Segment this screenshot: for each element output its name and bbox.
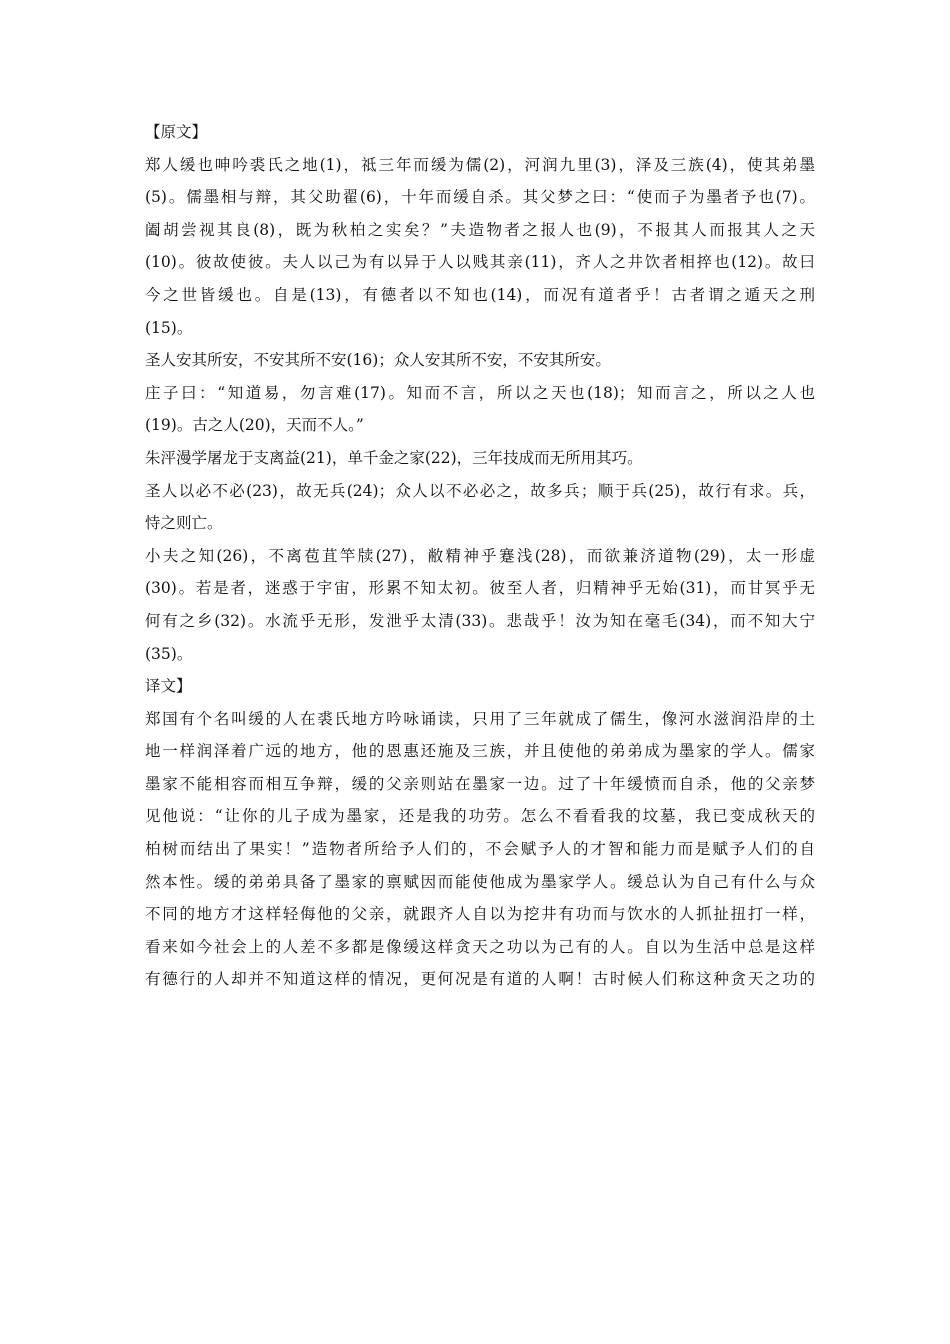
original-text-line: 小夫之知(26)，不离苞苴竿牍(27)，敝精神乎蹇浅(28)，而欲兼济道物(29)，太一形虚 bbox=[145, 546, 815, 565]
original-text-line: 朱泙漫学屠龙于支离益(21)，单千金之家(22)，三年技成而无所用其巧。 bbox=[145, 448, 643, 467]
translation-text-line: 墨家不能相容而相互争辩，缓的父亲则站在墨家一边。过了十年缓愤而自杀，他的父亲梦 bbox=[145, 774, 815, 793]
original-text-line: (10)。彼故使彼。夫人以己为有以异于人以贱其亲(11)，齐人之井饮者相捽也(12)。故曰 bbox=[145, 253, 815, 272]
original-text-line: 圣人安其所安，不安其所不安(16)；众人安其所不安，不安其所安。 bbox=[145, 351, 611, 370]
translation-text-line: 不同的地方才这样轻侮他的父亲，就跟齐人自以为挖井有功而与饮水的人抓扯扭打一样， bbox=[145, 905, 815, 924]
original-text-line: 今之世皆缓也。自是(13)，有德者以不知也(14)，而况有道者乎！古者谓之遁天之刑 bbox=[145, 285, 815, 304]
document-page bbox=[145, 116, 815, 996]
translation-text-line: 有德行的人却并不知道这样的情况，更何况是有道的人啊！古时候人们称这种贪天之功的 bbox=[145, 970, 815, 989]
translation-text-line: 地一样润泽着广远的地方，他的恩惠还施及三族，并且使他的弟弟成为墨家的学人。儒家 bbox=[145, 742, 815, 761]
translation-text-line: 然本性。缓的弟弟具备了墨家的禀赋因而能使他成为墨家学人。缓总认为自己有什么与众 bbox=[145, 872, 815, 891]
original-text-line: (35)。 bbox=[145, 644, 193, 663]
original-text-line: 郑人缓也呻吟裘氏之地(1)，祗三年而缓为儒(2)，河润九里(3)，泽及三族(4)，使其弟墨 bbox=[145, 155, 815, 174]
translation-text-line: 看来如今社会上的人差不多都是像缓这样贪天之功以为己有的人。自以为生活中总是这样 bbox=[145, 937, 815, 956]
original-text-line: (30)。若是者，迷惑于宇宙，形累不知太初。彼至人者，归精神乎无始(31)，而甘冥乎无 bbox=[145, 579, 815, 598]
original-text-line: 何有之乡(32)。水流乎无形，发泄乎太清(33)。悲哉乎！汝为知在毫毛(34)，而不知大宁 bbox=[145, 611, 815, 630]
translation-text-line: 郑国有个名叫缓的人在裘氏地方吟咏诵读，只用了三年就成了儒生，像河水滋润沿岸的土 bbox=[145, 709, 815, 728]
translation-text-line: 见他说：“让你的儿子成为墨家，还是我的功劳。怎么不看看我的坟墓，我已变成秋天的 bbox=[145, 807, 815, 826]
translation-heading: 译文】 bbox=[145, 677, 192, 696]
original-text-line: 阖胡尝视其良(8)，既为秋柏之实矣？”夫造物者之报人也(9)，不报其人而报其人之天 bbox=[145, 220, 815, 239]
translation-text-line: 柏树而结出了果实！”造物者所给予人们的，不会赋予人的才智和能力而是赋予人们的自 bbox=[145, 840, 815, 859]
original-text-line: 庄子曰：“知道易，勿言难(17)。知而不言，所以之天也(18)；知而言之，所以之人也 bbox=[145, 383, 815, 402]
original-text-line: (19)。古之人(20)，天而不人。” bbox=[145, 416, 364, 435]
original-heading: 【原文】 bbox=[145, 123, 208, 141]
original-text-line: (5)。儒墨相与辩，其父助翟(6)，十年而缓自杀。其父梦之曰：“使而子为墨者予也(7)。 bbox=[145, 188, 815, 207]
original-text-line: 圣人以必不必(23)，故无兵(24)；众人以不必必之，故多兵；顺于兵(25)，故行有求。兵， bbox=[145, 481, 815, 500]
original-text-line: 恃之则亡。 bbox=[145, 514, 223, 533]
original-text-line: (15)。 bbox=[145, 318, 193, 337]
